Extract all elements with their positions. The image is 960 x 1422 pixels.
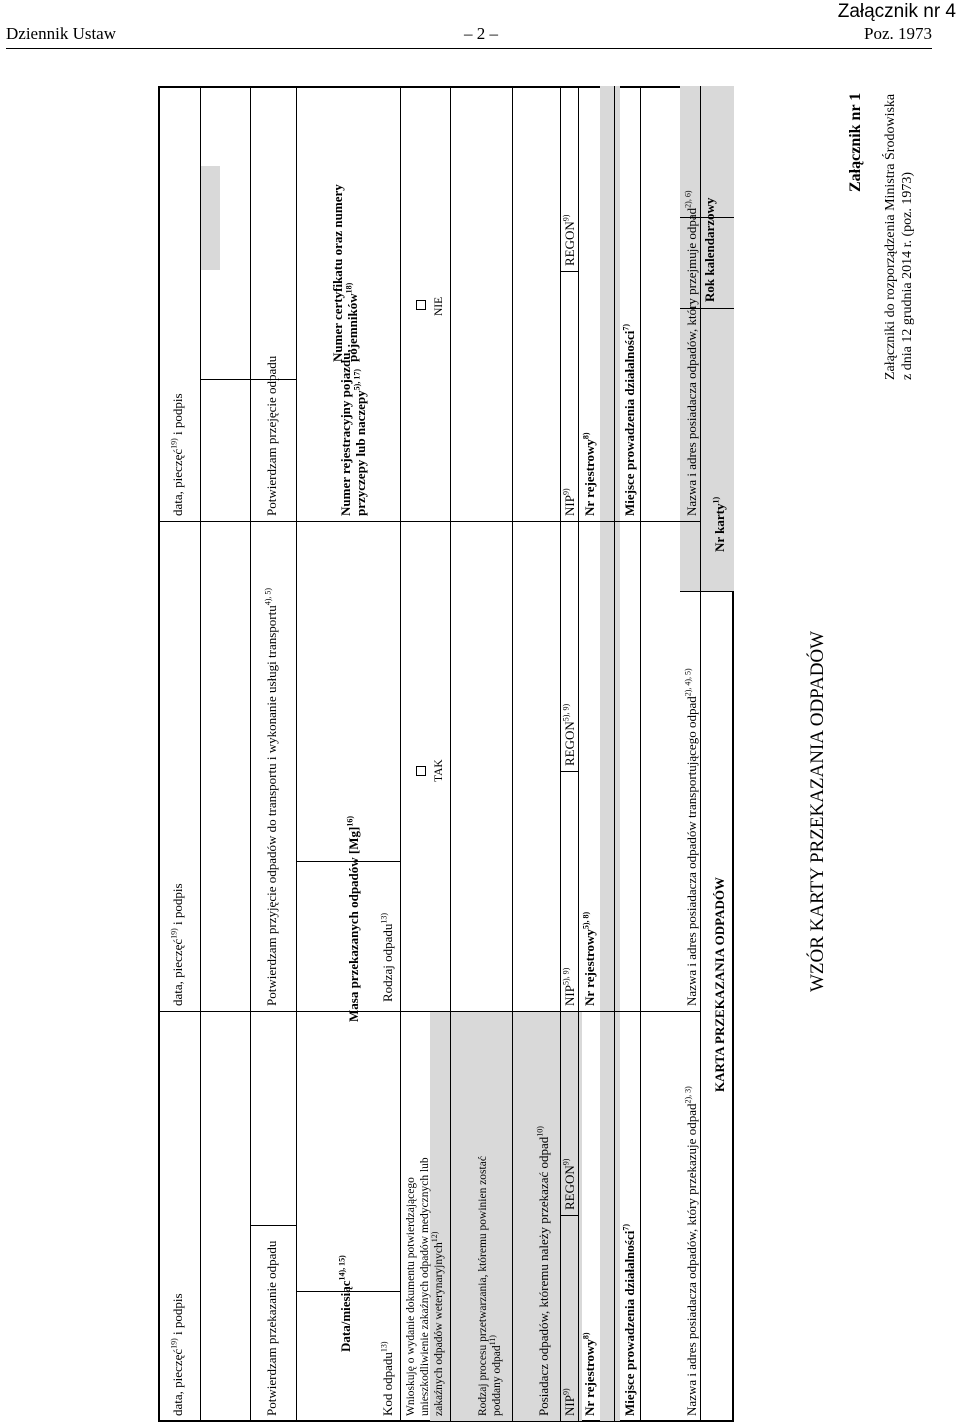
yes-checkbox[interactable]	[414, 766, 429, 776]
cert-label: Numer certyfikatu oraz numery pojemników$^{18)}$	[330, 184, 360, 362]
regulation-note: Załączniki do rozporządzenia Ministra Środowiska z dnia 12 grudnia 2014 r. (poz. 1973)	[883, 93, 915, 380]
no-label: NIE	[433, 296, 445, 316]
page-number: – 2 –	[464, 24, 498, 43]
attachment-number: Załącznik nr 4	[837, 1, 956, 22]
giver-name-label: Nazwa i adres posiadacza odpadów, który przekazuje odpad$^{2), 3)}$	[683, 1086, 699, 1416]
position-number: Poz. 1973	[864, 24, 932, 43]
confirm-give-label: Potwierdzam przekazanie odpadu	[264, 1240, 279, 1416]
receiver-name-label: Nazwa i adres posiadacza odpadów, który przejmuje odpad$^{2), 6)}$	[683, 190, 699, 516]
transporter-reg-label: Nr rejestrowy$^{5), 8)}$	[581, 911, 597, 1006]
year-label: Rok kalendarzowy	[702, 197, 717, 302]
receiver-reg-label: Nr rejestrowy$^{8)}$	[581, 432, 597, 516]
vehicle-label: Numer rejestracyjny pojazdu, przyczepy lub naczepy$^{5), 17)}$	[338, 349, 368, 516]
giver-nip-label: NIP$^{9)}$	[561, 1388, 577, 1416]
giver-place-label: Miejsce prowadzenia działalności$^{7)}$	[621, 1223, 637, 1416]
receiver-regon-label: REGON$^{9)}$	[561, 214, 577, 266]
journal-name: Dziennik Ustaw	[6, 24, 117, 43]
waste-code-label: Kod odpadu$^{13)}$	[379, 1341, 395, 1416]
transporter-regon-label: $REGON^{5), 9)}$	[561, 703, 577, 766]
date-month-label: Data/miesiąc$^{14), 15)}$	[337, 1255, 353, 1352]
mass-label: Masa przekazanych odpadów $[Mg]^{16)}$	[345, 815, 361, 1022]
transporter-nip-label: $NIP^{5), 9)}$	[561, 967, 577, 1006]
owner-label: Posiadacz odpadów, któremu należy przekazać odpad$^{10)}$	[535, 1126, 551, 1416]
no-checkbox[interactable]	[414, 300, 429, 310]
card-number-label: Nr karty$^{1)}$	[711, 496, 727, 552]
waste-type-label: Rodzaj odpadu$^{13)}$	[379, 912, 395, 1002]
rotated-form-page	[0, 12, 960, 1422]
document-title: WZÓR KARTY PRZEKAZANIA ODPADÓW	[807, 630, 828, 992]
transporter-name-label: Nazwa i adres posiadacza odpadów transportującego odpad$^{2), 4), 5)}$	[683, 668, 699, 1006]
attachment-label: Załącznik nr 1	[847, 92, 864, 192]
receiver-place-label: Miejsce prowadzenia działalności$^{7)}$	[621, 323, 637, 516]
giver-reg-label: Nr rejestrowy$^{8)}$	[581, 1332, 597, 1416]
confirm-receive-label: Potwierdzam przejęcie odpadu	[264, 355, 279, 516]
confirm-transport-label: Potwierdzam przyjęcie odpadów do transportu i wykonanie usługi transportu$^{4), 5)}$	[263, 587, 279, 1006]
process-label: Rodzaj procesu przetwarzania, któremu powinien zostać poddany odpad$^{11)}$	[477, 1156, 503, 1416]
transporter-signature-label: data, pieczęć$^{19)}$ i podpis	[169, 883, 185, 1006]
receiver-nip-label: NIP$^{9)}$	[561, 488, 577, 516]
card-title: KARTA PRZEKAZANIA ODPADÓW	[712, 876, 727, 1092]
request-label: Wnioskuję o wydanie dokumentu potwierdzającego unieszkodliwienie zakaźnych odpadów medycznych lub zakaźnych odpadów weterynaryjnych$^{12)}$	[405, 1157, 445, 1416]
receiver-signature-label: data, pieczęć$^{19)}$ i podpis	[169, 393, 185, 516]
giver-regon-label: REGON$^{9)}$	[561, 1158, 577, 1210]
giver-signature-label: data, pieczęć$^{19)}$ i podpis	[169, 1293, 185, 1416]
yes-label: TAK	[433, 759, 445, 782]
